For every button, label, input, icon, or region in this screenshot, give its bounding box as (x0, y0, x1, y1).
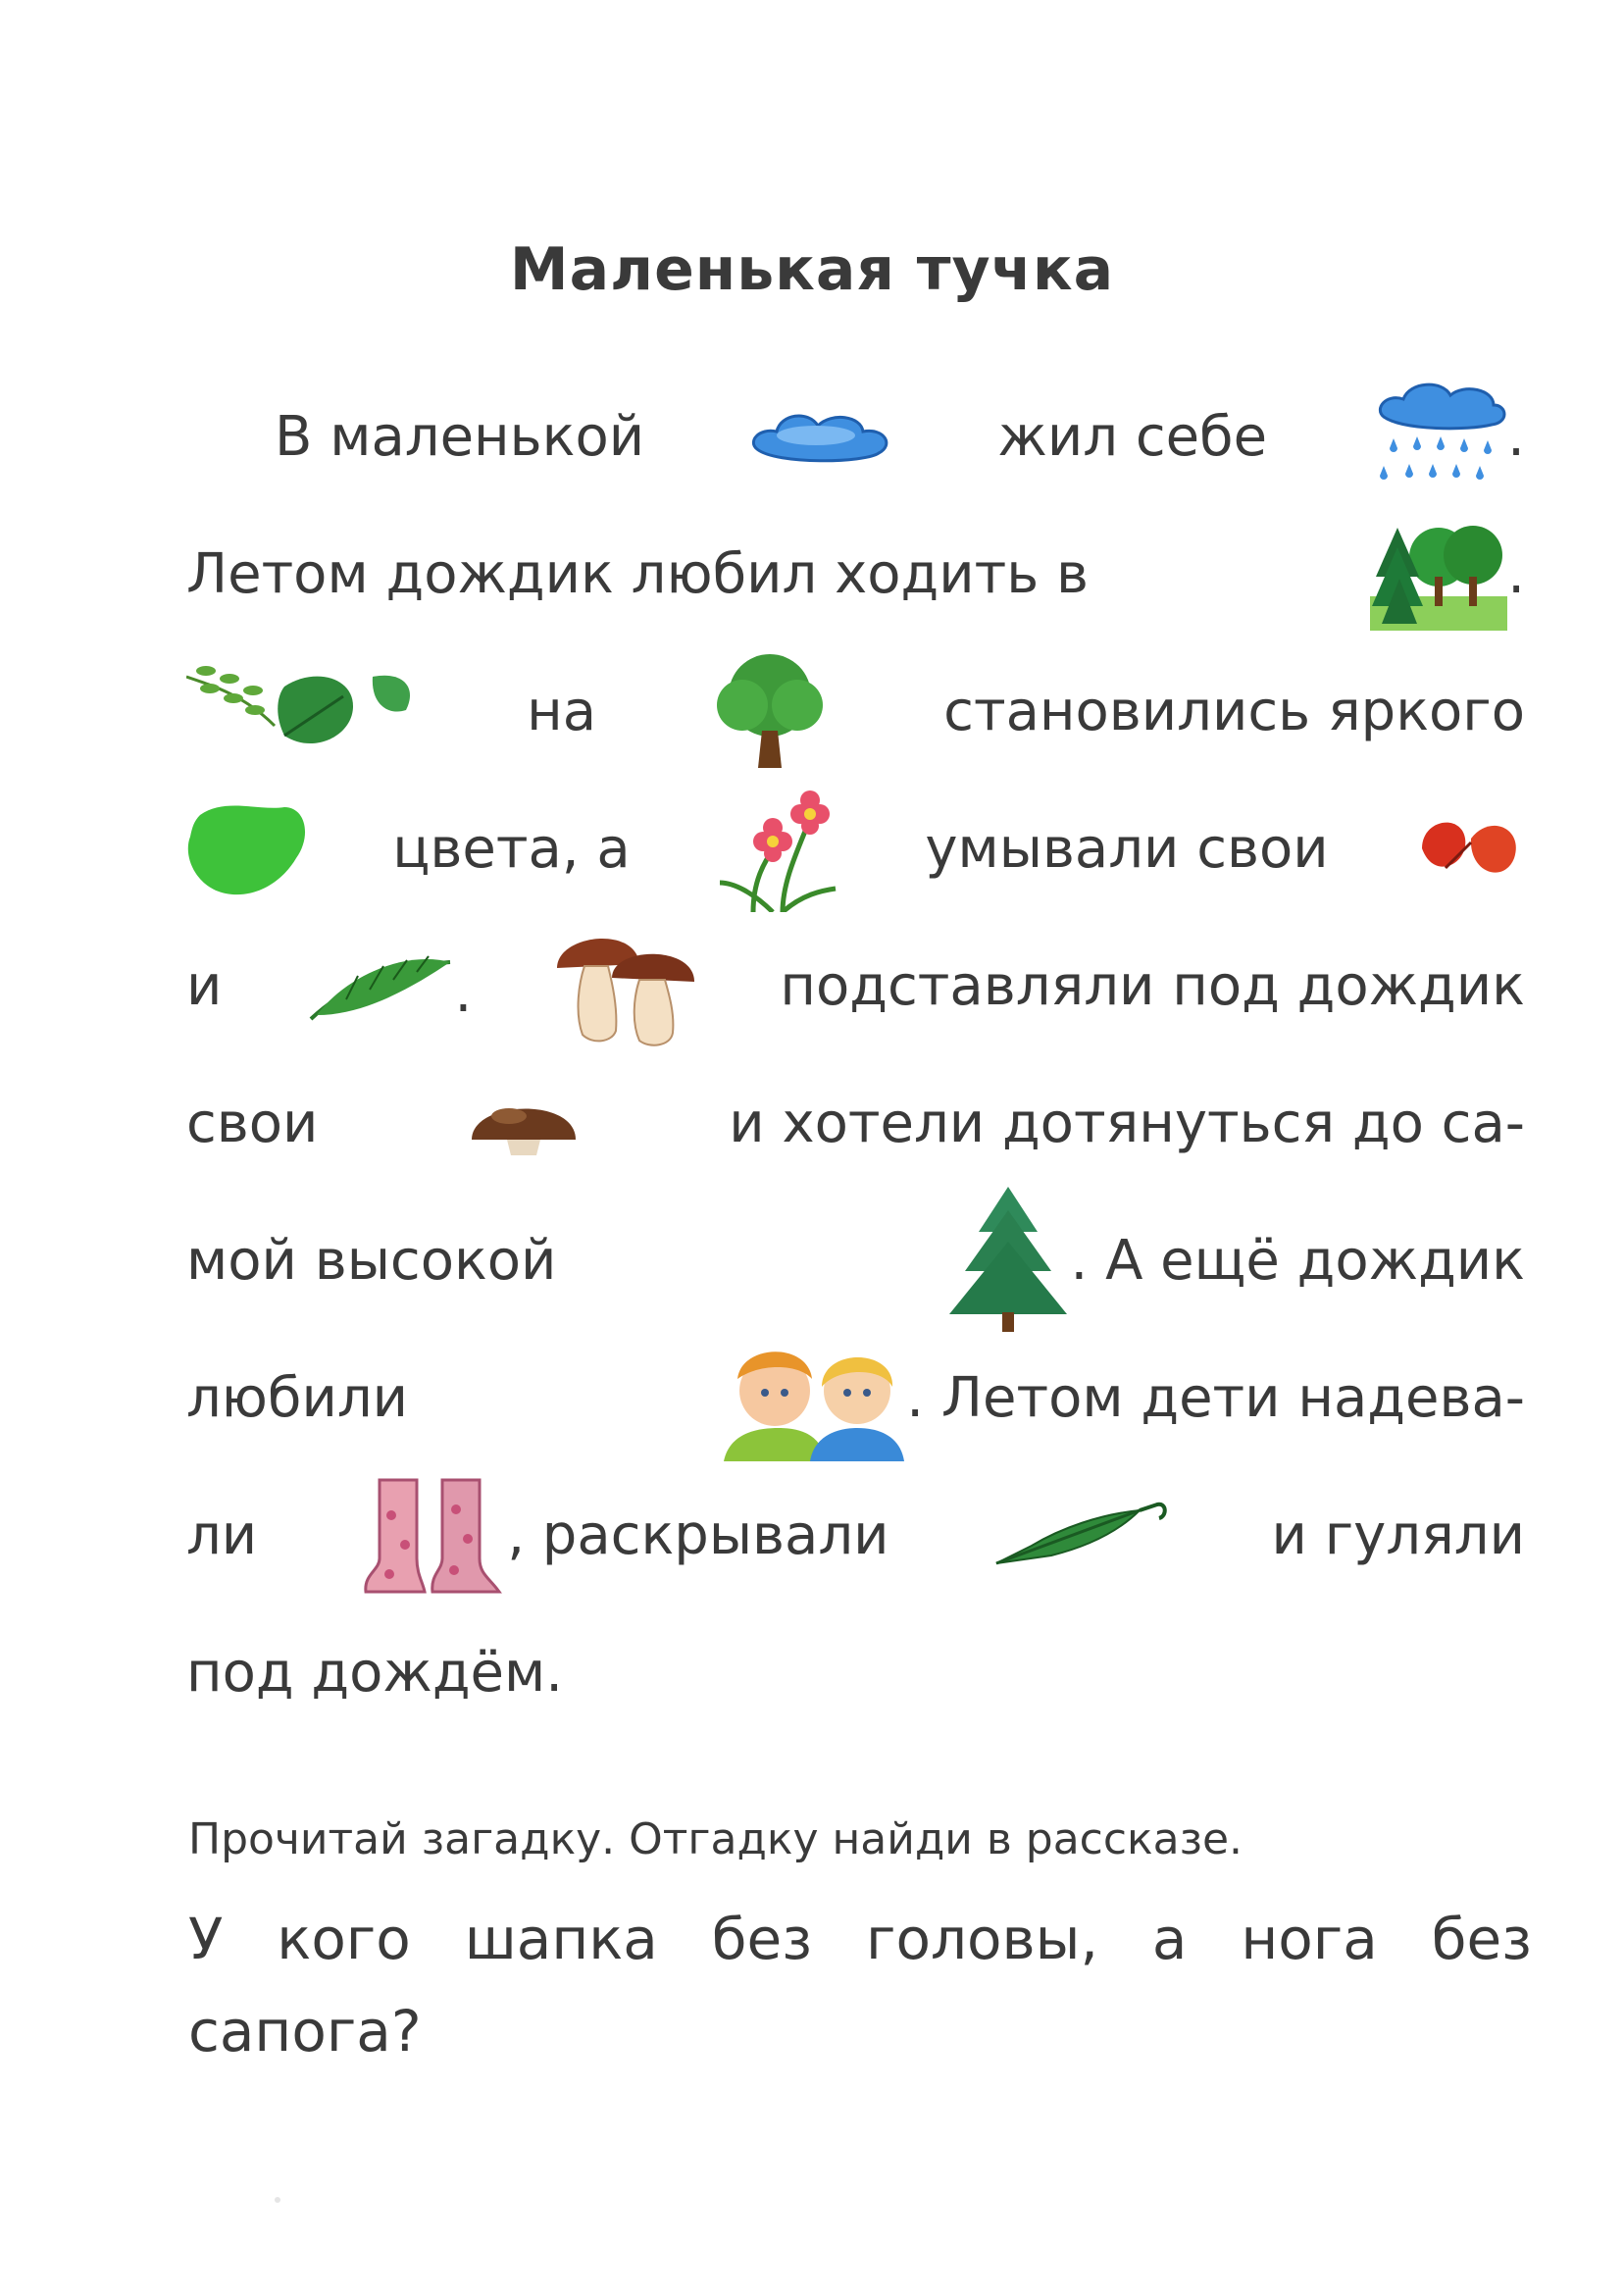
page-speck (275, 2197, 280, 2203)
story-line-7 (186, 1201, 1525, 1319)
spruce-icon (947, 1187, 1070, 1334)
forest-icon (1370, 518, 1507, 631)
story-text: . (1507, 541, 1525, 606)
petals-icon (1412, 809, 1525, 888)
task-instruction: Прочитай загадку. Отгадку найди в рассказе. (188, 1814, 1243, 1864)
story-line-1 (275, 378, 1525, 495)
story-text: . А ещё дождик (1070, 1228, 1525, 1293)
story-text: на (527, 679, 597, 743)
story-line-9 (186, 1476, 1525, 1594)
story-text: умывали свои (925, 816, 1329, 881)
page-title: Маленькая тучка (509, 235, 1115, 304)
story-text: . (1507, 404, 1525, 469)
story-line-4 (186, 790, 1525, 907)
mushroom-cap-icon (470, 1087, 578, 1160)
story-line-6 (186, 1064, 1525, 1182)
story-text: становились яркого (943, 679, 1525, 743)
story-text: жил себе (997, 404, 1268, 469)
story-line-10 (186, 1613, 1525, 1731)
story-text: любили (186, 1365, 409, 1430)
story-text: под дождём. (186, 1640, 564, 1705)
story-text: . (454, 961, 473, 1025)
story-line-3 (186, 652, 1525, 770)
green-blob-icon (186, 797, 309, 900)
story-text: В маленькой (275, 404, 645, 469)
story-text: ли (186, 1503, 258, 1567)
flowers-icon (714, 785, 841, 912)
story-text: и хотели дотянуться до са- (729, 1091, 1525, 1155)
story-text: и гуляли (1271, 1503, 1525, 1567)
story-line-5 (186, 927, 1525, 1045)
riddle-text: У кого шапка без головы, а нога без сапога? (188, 1906, 1532, 2065)
story-text: , раскрывали (507, 1503, 889, 1567)
children-icon (720, 1334, 906, 1461)
story-text: мой высокой (186, 1228, 557, 1293)
tree-icon (701, 652, 838, 770)
leaves-icon (186, 657, 422, 765)
story-text: цвета, а (392, 816, 631, 881)
story-line-2 (186, 515, 1525, 633)
rain-cloud-icon (1370, 378, 1507, 495)
story-text: . Летом дети надева- (906, 1365, 1525, 1430)
story-text: и (186, 953, 223, 1018)
mushrooms-icon (557, 925, 694, 1047)
cloud-icon (747, 402, 894, 471)
story-text: свои (186, 1091, 319, 1155)
story-line-8 (186, 1339, 1525, 1456)
fern-icon (307, 946, 454, 1025)
boots-icon (360, 1476, 507, 1594)
umbrella-icon (992, 1501, 1169, 1569)
story-text: подставляли под дождик (780, 953, 1525, 1018)
story-text: Летом дождик любил ходить в (186, 541, 1090, 606)
